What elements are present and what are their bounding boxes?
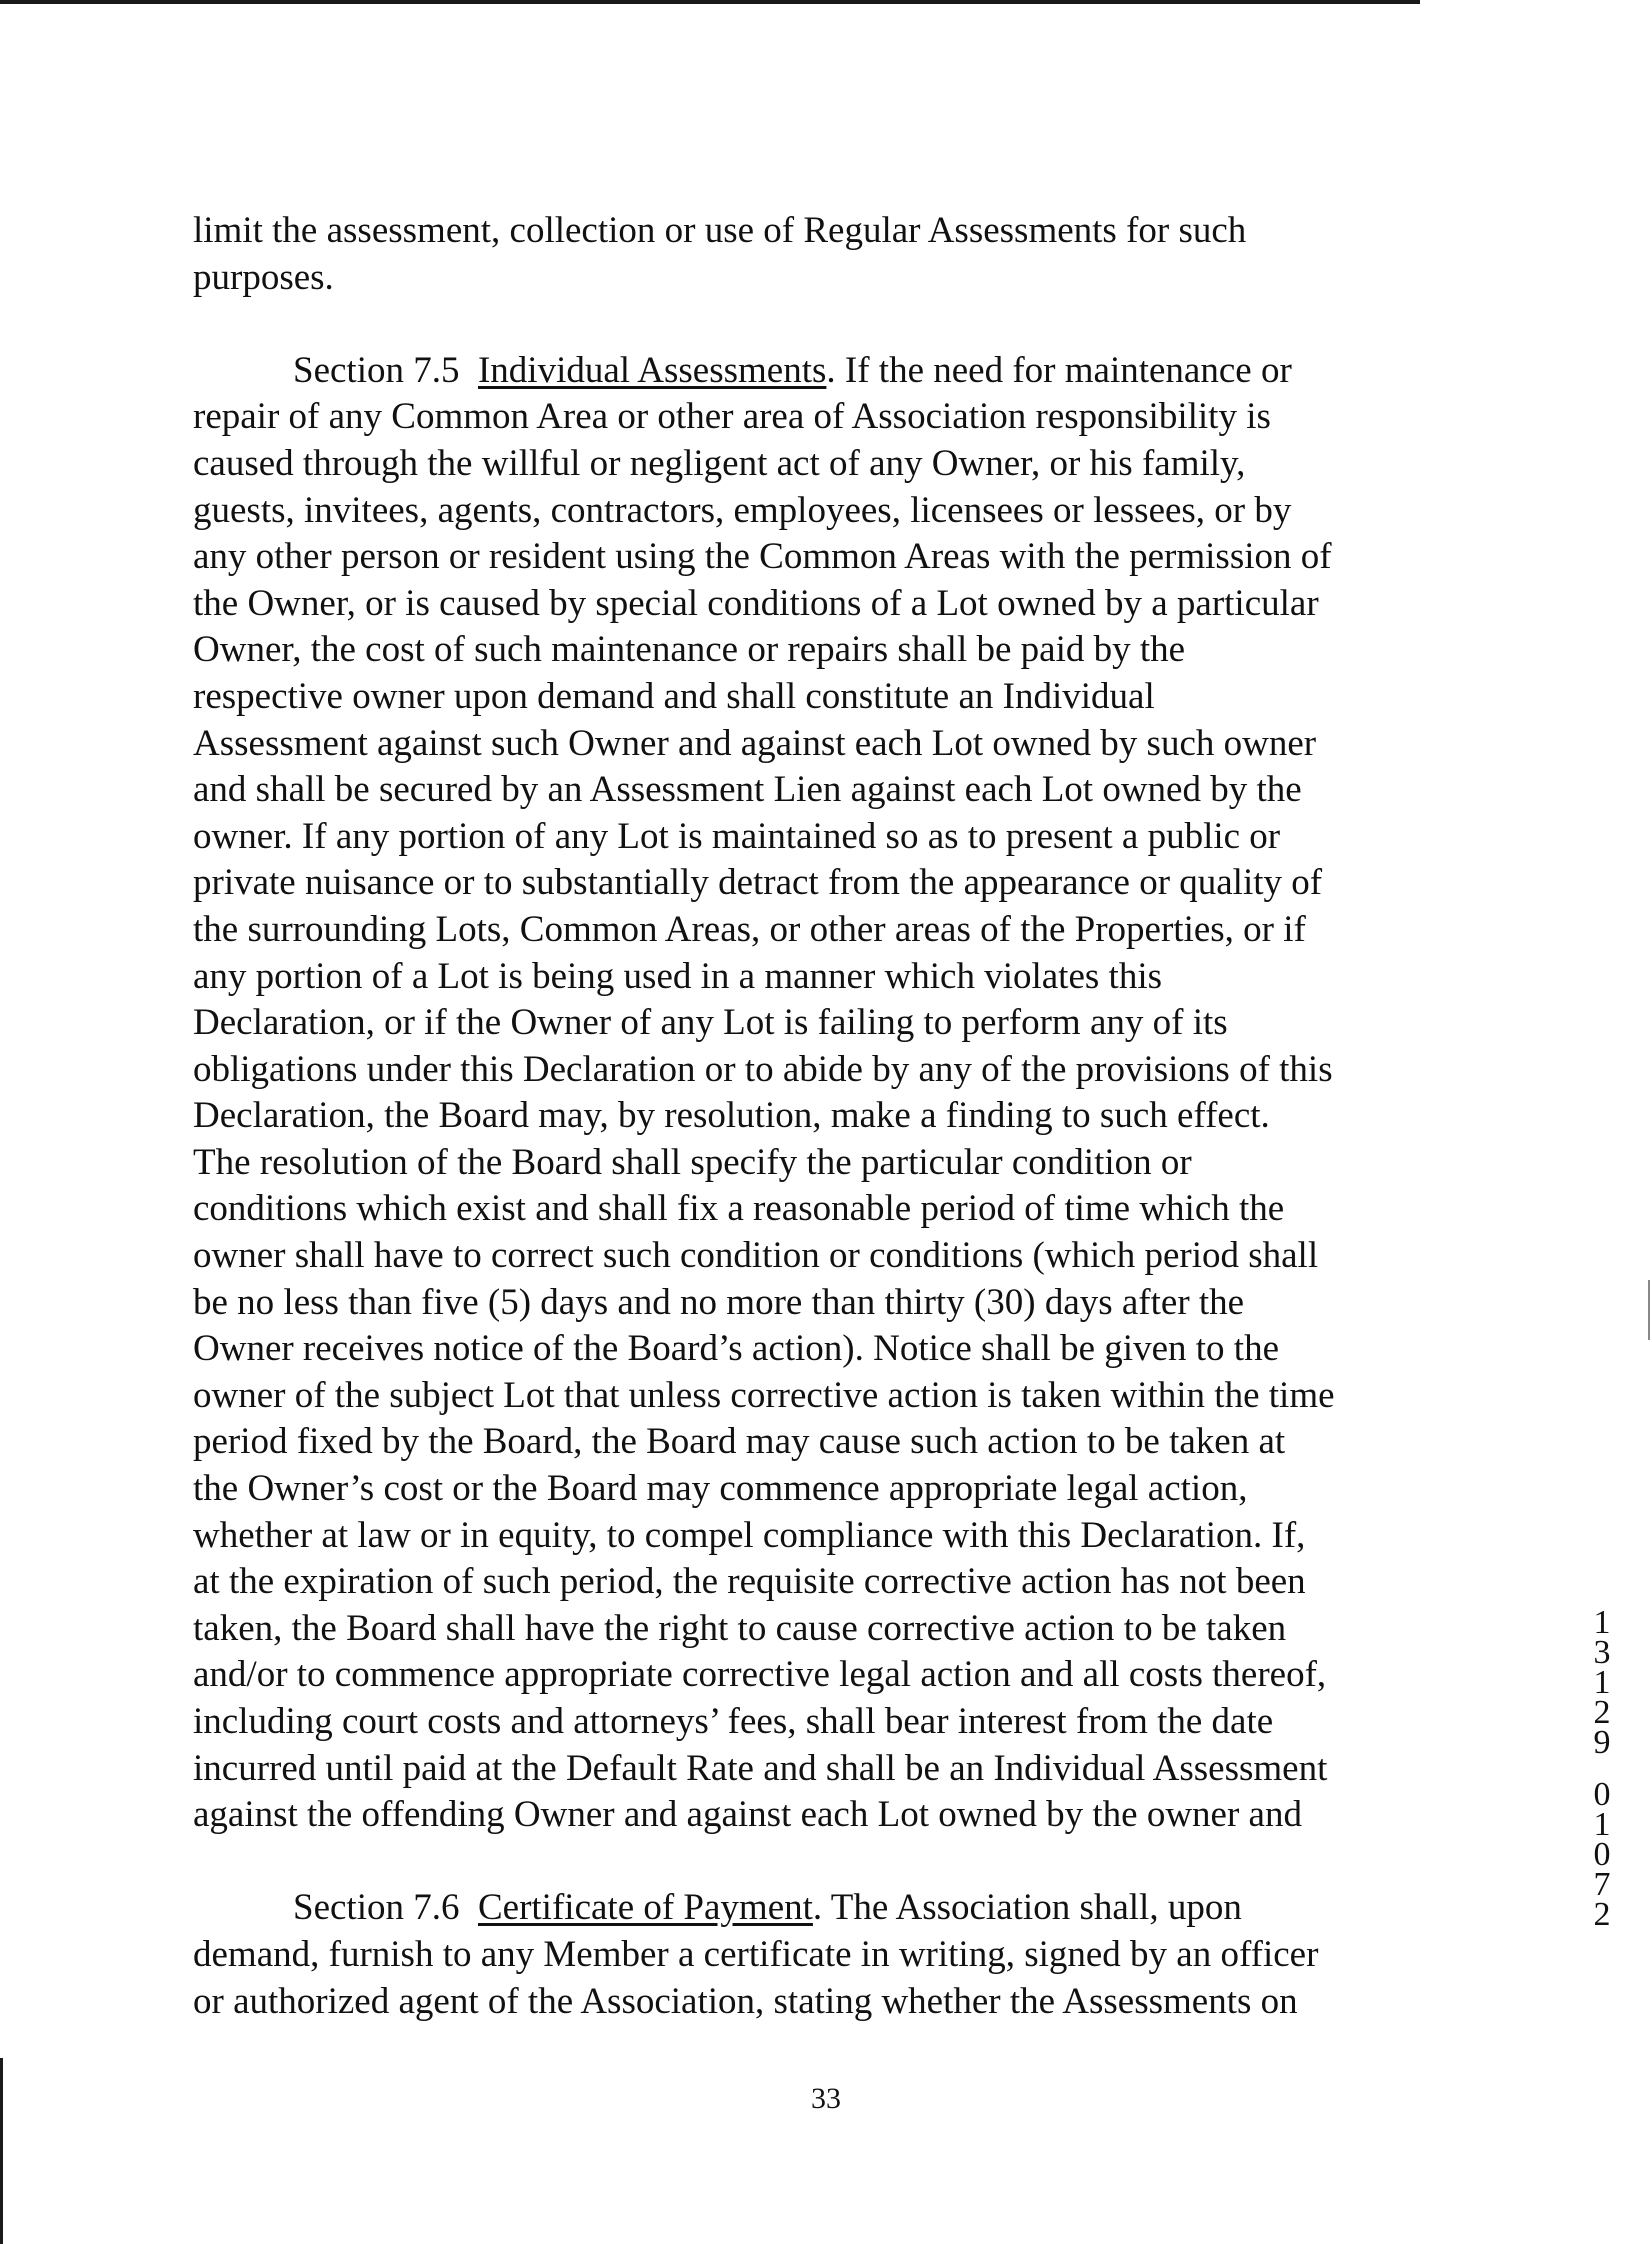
text-line: incurred until paid at the Default Rate and shall be an Individual Assessment (193, 1747, 1328, 1789)
text-line: including court costs and attorneys’ fees, shall bear interest from the date (193, 1701, 1274, 1742)
text-line: caused through the willful or negligent act of any Owner, or his family, (193, 442, 1246, 484)
stamp-digit: 1 (1593, 1806, 1611, 1843)
text-line: owner of the subject Lot that unless corrective action is taken within the time (193, 1374, 1335, 1416)
text-line: the Owner’s cost or the Board may commence appropriate legal action, (193, 1468, 1248, 1510)
section-heading: Individual Assessments (477, 349, 827, 391)
text-line: and/or to commence appropriate corrective legal action and all costs thereof, (193, 1654, 1327, 1696)
stamp-digit: 0 (1593, 1776, 1611, 1813)
text-line: Owner receives notice of the Board’s action). Notice shall be given to the (193, 1328, 1279, 1370)
section-7-6-first-line (193, 1885, 1453, 1932)
text-line: purposes. (193, 256, 334, 298)
text-line: and shall be secured by an Assessment Lien against each Lot owned by the (193, 769, 1302, 811)
recording-stamp (1582, 1604, 1622, 1933)
scan-edge-right-mark (1648, 1280, 1650, 1340)
text-line: demand, furnish to any Member a certificate in writing, signed by an officer (193, 1933, 1319, 1975)
text-line: guests, invitees, agents, contractors, employees, licensees or lessees, or by (193, 489, 1292, 531)
first-line-text: . If the need for maintenance or (826, 349, 1292, 391)
text-line: Declaration, the Board may, by resolution, make a finding to such effect. (193, 1095, 1270, 1137)
section-number: Section 7.5 (293, 349, 460, 391)
text-line: limit the assessment, collection or use of Regular Assessments for such (193, 210, 1247, 251)
stamp-digit: 1 (1593, 1604, 1611, 1641)
stamp-digit: 0 (1593, 1836, 1611, 1873)
text-line: or authorized agent of the Association, stating whether the Assessments on (193, 1980, 1298, 2022)
text-line: whether at law or in equity, to compel compliance with this Declaration. If, (193, 1514, 1306, 1556)
text-line: any other person or resident using the Common Areas with the permission of (193, 536, 1332, 578)
text-line: owner shall have to correct such condition or conditions (which period shall (193, 1235, 1319, 1277)
page-number: 33 (811, 2082, 841, 2115)
section-number: Section 7.6 (293, 1887, 460, 1929)
paragraph-continuation (193, 208, 1453, 301)
stamp-digit: 2 (1593, 1694, 1611, 1731)
text-line: period fixed by the Board, the Board may cause such action to be taken at (193, 1421, 1286, 1463)
text-line: Assessment against such Owner and against each Lot owned by such owner (193, 722, 1317, 764)
text-line: owner. If any portion of any Lot is maintained so as to present a public or (193, 815, 1281, 857)
first-line-text: . The Association shall, upon (812, 1887, 1242, 1929)
text-line: taken, the Board shall have the right to cause corrective action to be taken (193, 1607, 1287, 1649)
stamp-digit: 2 (1593, 1896, 1611, 1933)
text-line: at the expiration of such period, the requisite corrective action has not been (193, 1561, 1306, 1603)
stamp-digit: 3 (1593, 1634, 1611, 1671)
text-line: conditions which exist and shall fix a reasonable period of time which the (193, 1188, 1285, 1230)
stamp-digit: 1 (1593, 1664, 1611, 1701)
stamp-digit: 7 (1593, 1866, 1611, 1903)
text-line: private nuisance or to substantially detract from the appearance or quality of (193, 862, 1323, 904)
text-line: Owner, the cost of such maintenance or repairs shall be paid by the (193, 629, 1186, 671)
document-body (193, 208, 1453, 2025)
section-7-5-first-line (193, 348, 1453, 395)
section-7-5-paragraph (193, 348, 1453, 1839)
text-line: any portion of a Lot is being used in a manner which violates this (193, 955, 1162, 997)
text-line: repair of any Common Area or other area of Association responsibility is (193, 396, 1271, 438)
stamp-digit: 9 (1593, 1724, 1611, 1761)
text-line: Declaration, or if the Owner of any Lot is failing to perform any of its (193, 1002, 1228, 1044)
text-line: respective owner upon demand and shall constitute an Individual (193, 675, 1155, 717)
text-line: the surrounding Lots, Common Areas, or other areas of the Properties, or if (193, 908, 1306, 950)
text-line: the Owner, or is caused by special conditions of a Lot owned by a particular (193, 582, 1319, 624)
text-line: obligations under this Declaration or to abide by any of the provisions of this (193, 1048, 1333, 1090)
text-line: be no less than five (5) days and no more than thirty (30) days after the (193, 1281, 1245, 1323)
section-heading: Certificate of Payment (477, 1887, 813, 1929)
text-line: against the offending Owner and against each Lot owned by the owner and (193, 1794, 1302, 1836)
scan-edge-top (0, 0, 1420, 4)
section-7-6-paragraph (193, 1885, 1453, 2025)
text-line: The resolution of the Board shall specify the particular condition or (193, 1141, 1192, 1183)
